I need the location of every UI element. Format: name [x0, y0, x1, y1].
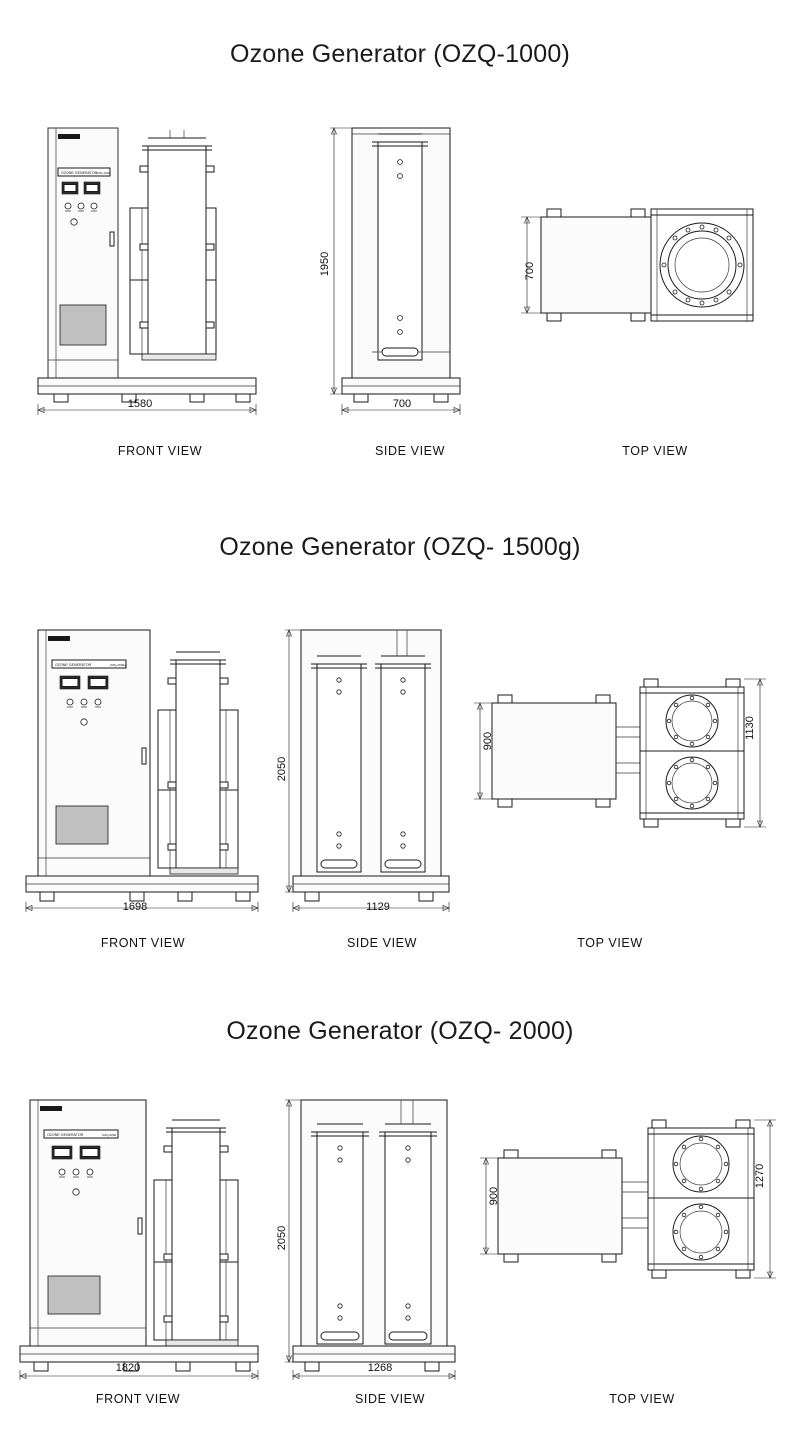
front-view-width-dim-3: 1820 [115, 1362, 141, 1374]
top-view-drawing-2 [472, 665, 772, 850]
top-view-depth-dim-3: 900 [488, 1186, 500, 1206]
front-view-drawing-1 [30, 120, 280, 415]
svg-text:OZONE TECH: OZONE TECH [41, 1107, 62, 1111]
side-view-width-dim-2: 1129 [366, 901, 390, 913]
top-view-depth-dim-2: 900 [482, 731, 494, 751]
svg-text:OZQ-2000: OZQ-2000 [102, 1133, 117, 1137]
top-view-label-2: TOP VIEW [577, 936, 643, 950]
side-view-width-dim-1: 700 [392, 398, 412, 410]
top-view-label-1: TOP VIEW [622, 444, 688, 458]
side-view-height-dim-1: 1950 [319, 251, 331, 277]
side-view-height-dim-2: 2050 [276, 756, 288, 782]
top-view-overall-dim-2: 1130 [744, 716, 756, 740]
side-view-label-3: SIDE VIEW [355, 1392, 425, 1406]
top-view-overall-dim-3: 1270 [754, 1163, 766, 1189]
front-view-width-dim-1: 1580 [127, 398, 153, 410]
front-view-label-1: FRONT VIEW [117, 444, 203, 458]
front-view-label-2: FRONT VIEW [100, 936, 186, 950]
svg-text:OZQ-1000: OZQ-1000 [96, 171, 111, 175]
svg-text:OZONE GENERATOR: OZONE GENERATOR [55, 663, 92, 667]
front-view-drawing-3 [14, 1090, 274, 1380]
side-view-drawing-3 [285, 1090, 465, 1380]
svg-text:OZONE GENERATOR: OZONE GENERATOR [47, 1133, 84, 1137]
front-view-width-dim-2: 1698 [122, 901, 148, 913]
section-title-2: Ozone Generator (OZQ- 1500g) [219, 533, 581, 561]
top-view-depth-dim-1: 700 [524, 261, 536, 281]
front-view-label-3: FRONT VIEW [95, 1392, 181, 1406]
side-view-width-dim-3: 1268 [367, 1362, 393, 1374]
top-view-drawing-1 [505, 195, 775, 345]
top-view-label-3: TOP VIEW [609, 1392, 675, 1406]
side-view-label-2: SIDE VIEW [347, 936, 417, 950]
svg-text:OZQ-1500g: OZQ-1500g [110, 663, 126, 667]
front-view-drawing-2 [18, 612, 278, 912]
svg-text:OZONE GENERATOR: OZONE GENERATOR [61, 171, 98, 175]
side-view-label-1: SIDE VIEW [375, 444, 445, 458]
side-view-drawing-2 [285, 612, 460, 912]
section-title-1: Ozone Generator (OZQ-1000) [229, 40, 571, 68]
side-view-height-dim-3: 2050 [276, 1225, 288, 1251]
svg-text:OZONE TECH: OZONE TECH [59, 135, 80, 139]
side-view-drawing-1 [330, 120, 470, 415]
svg-text:OZONE TECH: OZONE TECH [49, 637, 70, 641]
section-title-3: Ozone Generator (OZQ- 2000) [226, 1017, 574, 1045]
top-view-drawing-3 [478, 1100, 778, 1300]
